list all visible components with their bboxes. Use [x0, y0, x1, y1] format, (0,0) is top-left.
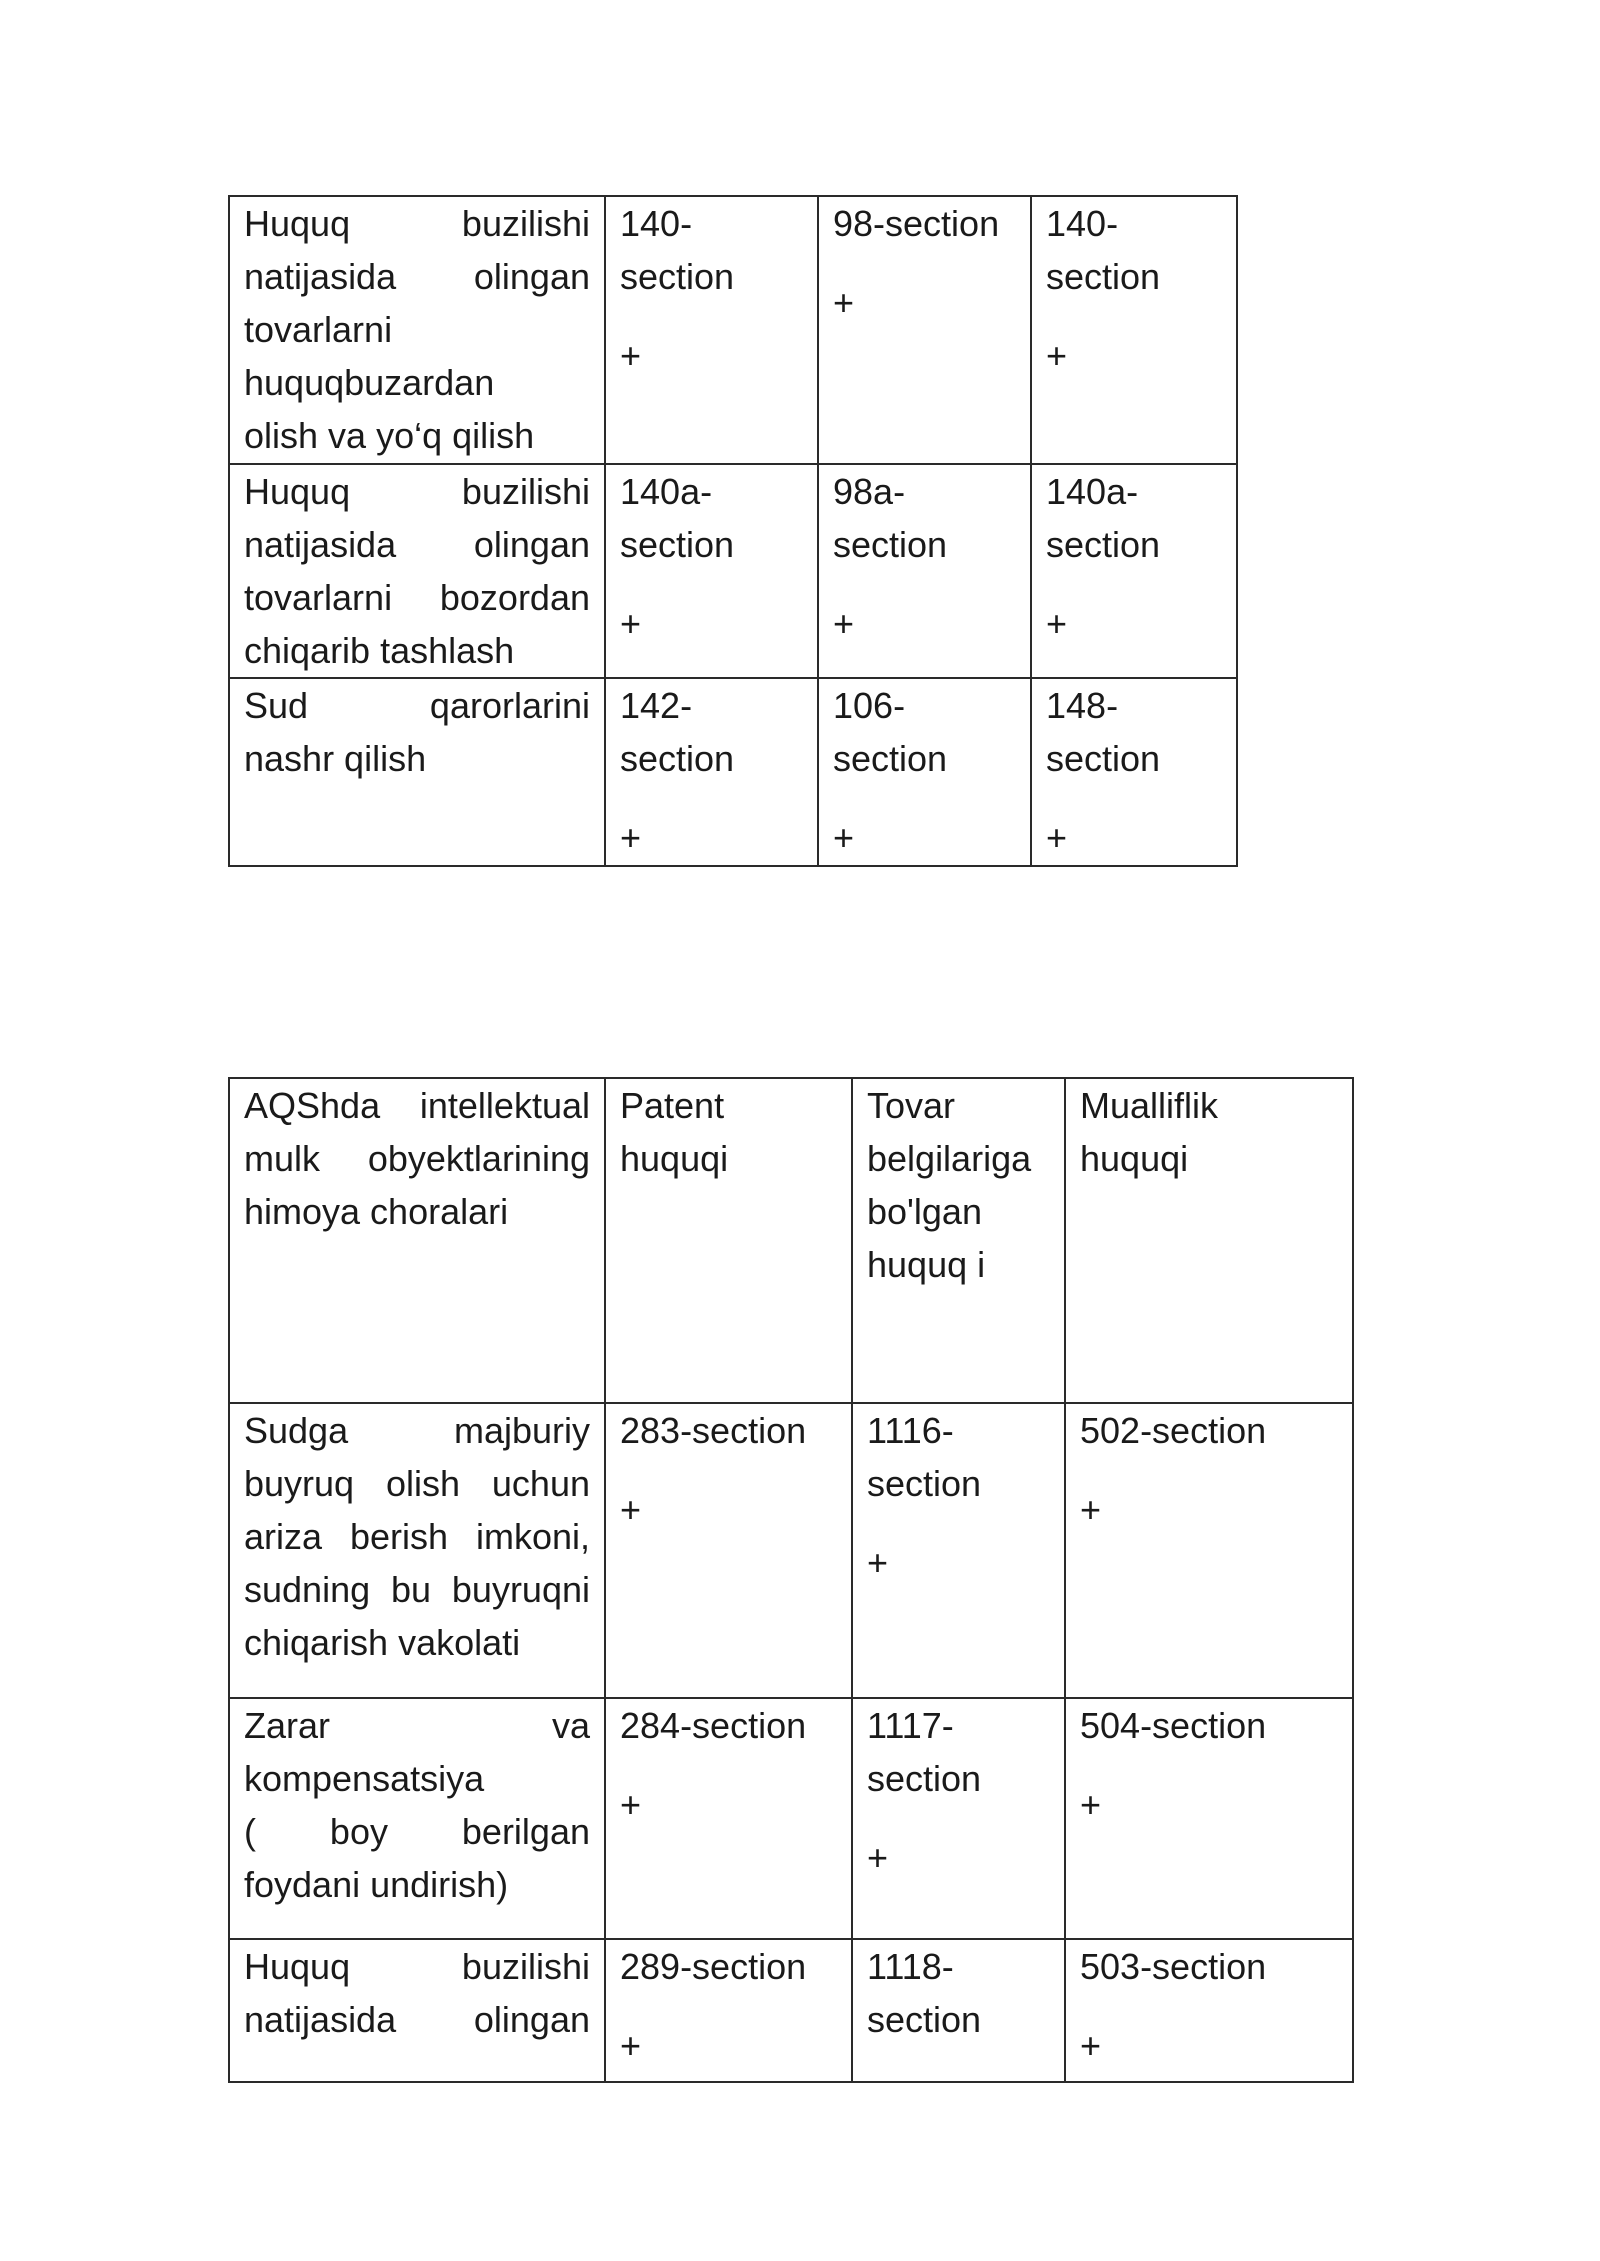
section-word: section: [867, 1999, 982, 2040]
header-copyright-cell: [1065, 1078, 1353, 1403]
section-cell: [852, 1698, 1065, 1939]
section-number: 106-: [833, 685, 906, 726]
table-row: [229, 1403, 1353, 1698]
label-line: tovarlarni: [244, 309, 393, 350]
label-line: natijasida olingan: [244, 1999, 590, 2040]
plus-mark: +: [867, 1542, 889, 1583]
section-word: section: [1046, 524, 1161, 565]
measure-label-cell: [229, 464, 605, 678]
section-word: section: [867, 1463, 982, 1504]
section-cell: [852, 1939, 1065, 2082]
section-cell: [605, 1939, 852, 2082]
plus-mark: +: [1046, 603, 1068, 644]
plus-mark: +: [620, 2025, 642, 2066]
section-cell: [1065, 1403, 1353, 1698]
label-line: nashr qilish: [244, 738, 427, 779]
plus-mark: +: [620, 817, 642, 858]
label-line: Huquq buzilishi: [244, 1946, 590, 1987]
section-cell: [1031, 678, 1237, 866]
section-number: 502-section: [1080, 1410, 1267, 1451]
label-line: kompensatsiya: [244, 1758, 485, 1799]
header-line: bo'lgan: [867, 1191, 982, 1232]
label-line: tovarlarni bozordan: [244, 577, 590, 618]
plus-mark: +: [867, 1837, 889, 1878]
section-number: 140a-: [1046, 471, 1139, 512]
section-cell: [1031, 196, 1237, 464]
header-line: belgilariga: [867, 1138, 1032, 1179]
plus-mark: +: [620, 603, 642, 644]
label-line: natijasida olingan: [244, 256, 590, 297]
header-label-cell: [229, 1078, 605, 1403]
plus-mark: +: [1080, 2025, 1102, 2066]
section-number: 98a-: [833, 471, 906, 512]
section-word: section: [1046, 738, 1161, 779]
rights-protection-table-1: [228, 195, 1238, 867]
section-number: 1116-: [867, 1410, 954, 1451]
header-line: Patent: [620, 1085, 725, 1126]
header-trademark-cell: [852, 1078, 1065, 1403]
section-cell: [818, 196, 1031, 464]
section-number: 140a-: [620, 471, 713, 512]
table-row: [229, 196, 1237, 464]
plus-mark: +: [1046, 817, 1068, 858]
label-line: himoya choralari: [244, 1191, 509, 1232]
section-word: section: [833, 738, 948, 779]
label-line: huquqbuzardan: [244, 362, 495, 403]
section-number: 283-section: [620, 1410, 807, 1451]
label-line: Sud qarorlarini: [244, 685, 590, 726]
section-word: section: [620, 738, 735, 779]
header-line: huquqi: [1080, 1138, 1189, 1179]
section-number: 98-section: [833, 203, 1000, 244]
section-number: 503-section: [1080, 1946, 1267, 1987]
section-cell: [605, 464, 818, 678]
section-number: 289-section: [620, 1946, 807, 1987]
label-line: Huquq buzilishi: [244, 203, 590, 244]
label-line: natijasida olingan: [244, 524, 590, 565]
section-word: section: [620, 256, 735, 297]
us-ip-protection-table: [228, 1077, 1354, 2083]
section-cell: [605, 196, 818, 464]
label-line: ( boy berilgan: [244, 1811, 590, 1852]
measure-label-cell: [229, 196, 605, 464]
label-line: chiqarib tashlash: [244, 630, 515, 671]
section-cell: [818, 678, 1031, 866]
plus-mark: +: [620, 1784, 642, 1825]
measure-label-cell: [229, 1698, 605, 1939]
table-header-row: [229, 1078, 1353, 1403]
header-patent-cell: [605, 1078, 852, 1403]
plus-mark: +: [833, 817, 855, 858]
section-number: 142-: [620, 685, 693, 726]
plus-mark: +: [1046, 335, 1068, 376]
label-line: mulk obyektlarining: [244, 1138, 590, 1179]
section-number: 284-section: [620, 1705, 807, 1746]
section-number: 148-: [1046, 685, 1119, 726]
section-word: section: [833, 524, 948, 565]
measure-label-cell: [229, 678, 605, 866]
label-line: buyruq olish uchun: [244, 1463, 590, 1504]
label-line: chiqarish vakolati: [244, 1622, 521, 1663]
plus-mark: +: [833, 282, 855, 323]
section-number: 1117-: [867, 1705, 954, 1746]
label-line: Zarar va: [244, 1705, 590, 1746]
section-cell: [818, 464, 1031, 678]
section-number: 140-: [620, 203, 693, 244]
plus-mark: +: [620, 1489, 642, 1530]
section-cell: [605, 1403, 852, 1698]
table-row: [229, 1698, 1353, 1939]
plus-mark: +: [1080, 1489, 1102, 1530]
section-word: section: [867, 1758, 982, 1799]
plus-mark: +: [1080, 1784, 1102, 1825]
section-word: section: [620, 524, 735, 565]
section-cell: [852, 1403, 1065, 1698]
label-line: sudning bu buyruqni: [244, 1569, 590, 1610]
header-line: Mualliflik: [1080, 1085, 1219, 1126]
label-line: ariza berish imkoni,: [244, 1516, 590, 1557]
label-line: olish va yo‘q qilish: [244, 415, 535, 456]
label-line: Sudga majburiy: [244, 1410, 590, 1451]
header-line: huquq i: [867, 1244, 986, 1285]
header-line: Tovar: [867, 1085, 956, 1126]
section-cell: [1065, 1939, 1353, 2082]
table-row: [229, 1939, 1353, 2082]
section-number: 504-section: [1080, 1705, 1267, 1746]
section-number: 140-: [1046, 203, 1119, 244]
measure-label-cell: [229, 1939, 605, 2082]
plus-mark: +: [620, 335, 642, 376]
header-line: huquqi: [620, 1138, 729, 1179]
label-line: foydani undirish): [244, 1864, 509, 1905]
section-cell: [1031, 464, 1237, 678]
label-line: Huquq buzilishi: [244, 471, 590, 512]
section-cell: [605, 1698, 852, 1939]
label-line: AQShda intellektual: [244, 1085, 590, 1126]
section-number: 1118-: [867, 1946, 954, 1987]
plus-mark: +: [833, 603, 855, 644]
measure-label-cell: [229, 1403, 605, 1698]
table-row: [229, 464, 1237, 678]
section-cell: [1065, 1698, 1353, 1939]
section-cell: [605, 678, 818, 866]
section-word: section: [1046, 256, 1161, 297]
table-row: [229, 678, 1237, 866]
